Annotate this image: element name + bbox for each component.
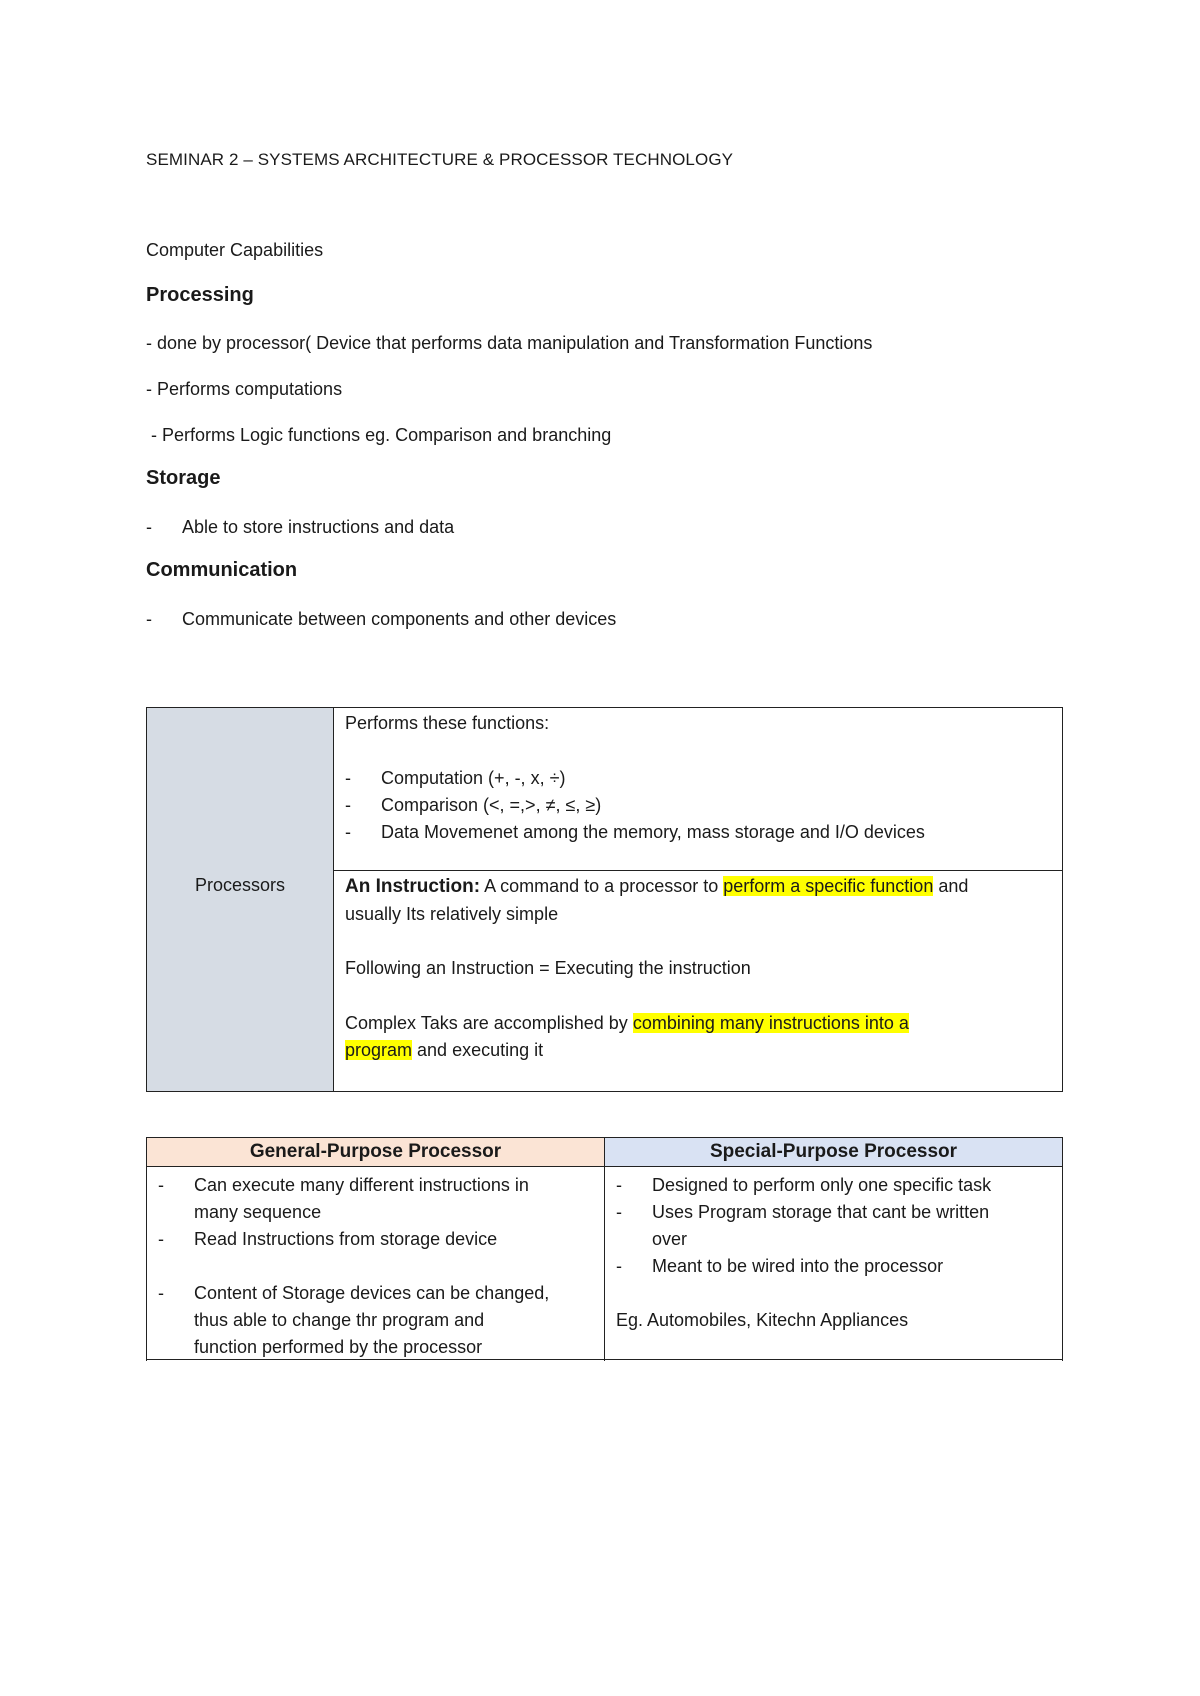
storage-heading: Storage (146, 467, 221, 489)
special-example: Eg. Automobiles, Kitechn Appliances (616, 1310, 909, 1330)
general-item-text: Read Instructions from storage device (194, 1229, 498, 1249)
list-dash: - (345, 768, 351, 788)
communication-heading: Communication (146, 559, 298, 581)
processor-comparison-table (146, 1137, 1063, 1361)
general-item-text: Content of Storage devices can be changed, (194, 1283, 550, 1303)
instruction-definition (345, 876, 968, 898)
list-dash: - (158, 1283, 164, 1303)
complex-tasks-line (345, 1013, 909, 1034)
list-dash: - (158, 1229, 164, 1249)
general-item-text: thus able to change thr program and (194, 1310, 485, 1330)
processing-line: - done by processor( Device that performs data manipulation and Transformation Functions (146, 333, 873, 353)
table-row-divider (334, 870, 1062, 871)
complex-text: Complex Taks are accomplished by (345, 1013, 633, 1033)
functions-intro: Performs these functions: (345, 713, 550, 733)
function-text: Data Movemenet among the memory, mass storage and I/O devices (381, 822, 925, 842)
special-item-text: over (652, 1229, 688, 1249)
list-dash: - (345, 822, 351, 842)
complex-text: and executing it (412, 1040, 544, 1060)
table-border (146, 1166, 147, 1361)
special-purpose-header: Special-Purpose Processor (604, 1137, 1063, 1167)
function-text: Computation (+, -, x, ÷) (381, 768, 566, 788)
list-dash: - (616, 1202, 622, 1222)
highlighted-text: program (345, 1040, 413, 1060)
list-item-text: Able to store instructions and data (182, 517, 455, 537)
instruction-term: An Instruction: (345, 876, 481, 897)
instruction-text: and (933, 876, 969, 896)
special-item-text: Uses Program storage that cant be written (652, 1202, 990, 1222)
processing-heading: Processing (146, 284, 254, 306)
list-item-text: Communicate between components and other devices (182, 609, 617, 629)
special-item-text: Meant to be wired into the processor (652, 1256, 944, 1276)
general-item-text: Can execute many different instructions in (194, 1175, 529, 1195)
function-text: Comparison (<, =,>, ≠, ≤, ≥) (381, 795, 602, 815)
instruction-line2: usually Its relatively simple (345, 904, 559, 924)
list-dash: - (345, 795, 351, 815)
complex-tasks-line2 (345, 1040, 543, 1061)
special-item-text: Designed to perform only one specific task (652, 1175, 992, 1195)
list-dash: - (146, 609, 152, 629)
processors-table (146, 707, 1063, 1092)
processors-label: Processors (194, 875, 286, 895)
general-item-text: many sequence (194, 1202, 322, 1222)
instruction-text: A command to a processor to (480, 876, 724, 896)
table-border (146, 1359, 1063, 1360)
following-instruction: Following an Instruction = Executing the instruction (345, 958, 751, 978)
processing-line: - Performs computations (146, 379, 343, 399)
processing-line: - Performs Logic functions eg. Comparison and branching (146, 425, 612, 445)
list-dash: - (146, 517, 152, 537)
document-title: SEMINAR 2 – SYSTEMS ARCHITECTURE & PROCESSOR TECHNOLOGY (146, 150, 734, 169)
highlighted-text: combining many instructions into a (632, 1013, 909, 1033)
table-border (1062, 1166, 1063, 1361)
highlighted-text: perform a specific function (723, 876, 934, 896)
general-item-text: function performed by the processor (194, 1337, 483, 1357)
list-dash: - (616, 1175, 622, 1195)
section-subtitle: Computer Capabilities (146, 240, 324, 260)
list-dash: - (158, 1175, 164, 1195)
table-border (604, 1166, 605, 1361)
general-purpose-header: General-Purpose Processor (146, 1137, 605, 1167)
processors-label-cell (147, 708, 334, 1091)
list-dash: - (616, 1256, 622, 1276)
